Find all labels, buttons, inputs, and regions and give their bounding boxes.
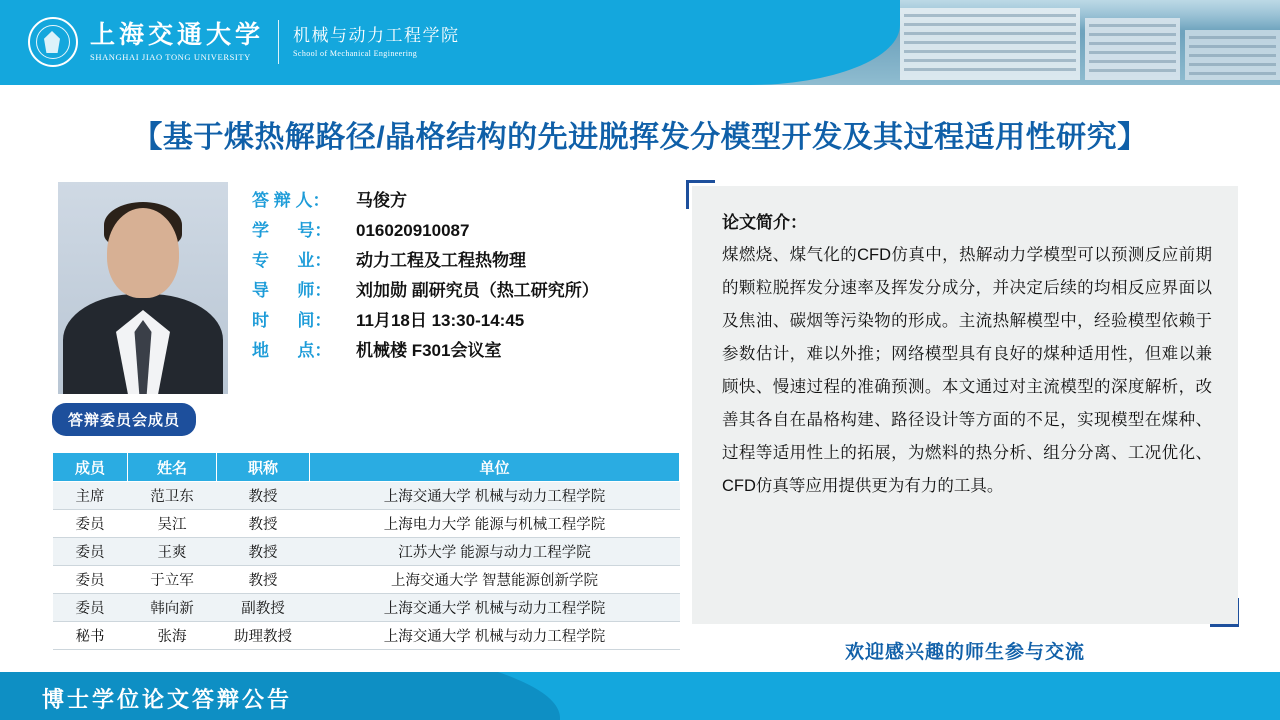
info-value: 016020910087: [356, 221, 470, 240]
cell-affiliation: 上海交通大学 机械与动力工程学院: [310, 482, 680, 510]
table-row: [53, 538, 680, 566]
info-label: 学 号：: [252, 221, 332, 240]
info-row: [252, 306, 672, 336]
cell-role: 主席: [53, 482, 128, 510]
cell-role: 秘书: [53, 622, 128, 650]
welcome-note: 欢迎感兴趣的师生参与交流: [844, 642, 1085, 663]
cell-title: 教授: [217, 482, 310, 510]
cell-title: 教授: [217, 566, 310, 594]
cell-name: 韩向新: [128, 594, 217, 622]
logo-divider: [278, 20, 279, 64]
footer-title: 博士学位论文答辩公告: [42, 687, 293, 712]
cell-name: 范卫东: [128, 482, 217, 510]
page-title: 【基于煤热解路径/晶格结构的先进脱挥发分模型开发及其过程适用性研究】: [132, 121, 1148, 154]
cell-role: 委员: [53, 538, 128, 566]
column-header-affiliation: 单位: [310, 453, 680, 482]
cell-title: 副教授: [217, 594, 310, 622]
defense-info-list: [252, 186, 672, 366]
university-name-en: SHANGHAI JIAO TONG UNIVERSITY: [90, 51, 251, 62]
column-header-title: 职称: [217, 453, 310, 482]
info-label: 时 间：: [252, 311, 332, 330]
info-row: [252, 216, 672, 246]
page-footer: [0, 672, 1280, 720]
cell-title: 教授: [217, 510, 310, 538]
cell-name: 张海: [128, 622, 217, 650]
info-label: 导 师：: [252, 281, 332, 300]
cell-name: 王爽: [128, 538, 217, 566]
page-header: [0, 0, 1280, 85]
cell-title: 教授: [217, 538, 310, 566]
table-row: [53, 566, 680, 594]
cell-name: 吴江: [128, 510, 217, 538]
cell-role: 委员: [53, 594, 128, 622]
info-label: 地 点：: [252, 341, 332, 360]
info-row: [252, 336, 672, 366]
info-row: [252, 276, 672, 306]
info-value: 机械楼 F301会议室: [356, 341, 502, 360]
column-header-name: 姓名: [128, 453, 217, 482]
cell-role: 委员: [53, 566, 128, 594]
info-value: 马俊方: [356, 191, 407, 210]
table-row: [53, 622, 680, 650]
university-name-cn: 上海交通大学: [90, 21, 265, 49]
candidate-photo: [58, 182, 228, 394]
table-row: [53, 594, 680, 622]
department-name-en: School of Mechanical Engineering: [293, 48, 418, 58]
table-header-row: [53, 453, 680, 482]
info-label: 专 业：: [252, 251, 332, 270]
info-label: 答 辩 人：: [252, 191, 330, 210]
info-value: 刘加勋 副研究员（热工研究所）: [356, 281, 599, 300]
table-row: [53, 482, 680, 510]
cell-affiliation: 上海交通大学 智慧能源创新学院: [310, 566, 680, 594]
cell-affiliation: 上海交通大学 机械与动力工程学院: [310, 594, 680, 622]
abstract-panel: [692, 186, 1238, 624]
cell-title: 助理教授: [217, 622, 310, 650]
building-shape: [1185, 30, 1280, 80]
cell-affiliation: 江苏大学 能源与动力工程学院: [310, 538, 680, 566]
department-name-cn: 机械与动力工程学院: [293, 25, 460, 45]
info-value: 11月18日 13:30-14:45: [356, 311, 525, 330]
photo-face: [107, 208, 179, 298]
cell-affiliation: 上海电力大学 能源与机械工程学院: [310, 510, 680, 538]
university-logo: [28, 14, 460, 70]
committee-table: [52, 452, 680, 650]
building-shape: [1085, 18, 1180, 80]
table-row: [53, 510, 680, 538]
university-seal-icon: [28, 17, 78, 67]
building-shape: [900, 8, 1080, 80]
abstract-body: 煤燃烧、煤气化的CFD仿真中，热解动力学模型可以预测反应前期的颗粒脱挥发分速率及挥发分成分，并决定后续的均相反应界面以及焦油、碳烟等污染物的形成。主流热解模型中，经验模型依赖于参数估计，难以外推；网络模型具有良好的煤种适用性，但难以兼顾快、慢速过程的准确预测。本文通过对主流模型的深度解析，改善其各自在晶格构建、路径设计等方面的不足，实现模型在煤种、过程等适用性上的拓展，为燃料的热分析、组分分离、工况优化、CFD仿真等应用提供更为有力的工具。: [722, 246, 1212, 495]
cell-role: 委员: [53, 510, 128, 538]
cell-affiliation: 上海交通大学 机械与动力工程学院: [310, 622, 680, 650]
committee-badge: 答辩委员会成员: [52, 403, 196, 436]
abstract-title: 论文简介：: [722, 213, 807, 232]
info-row: [252, 186, 672, 216]
info-value: 动力工程及工程热物理: [356, 251, 526, 270]
info-row: [252, 246, 672, 276]
column-header-role: 成员: [53, 453, 128, 482]
cell-name: 于立军: [128, 566, 217, 594]
